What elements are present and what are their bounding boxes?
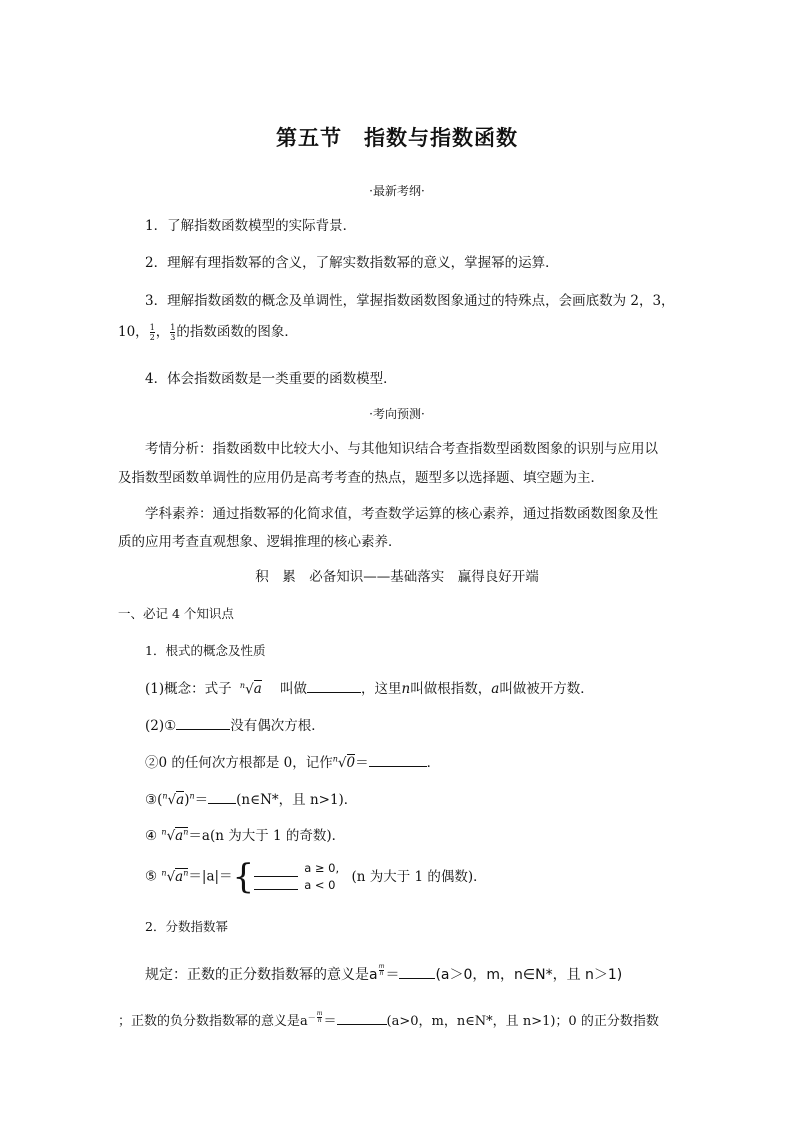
item3-close: ) [184,792,190,808]
radical-n-a-power: $^n$√a [162,791,185,808]
analysis-line-1: 考情分析：指数函数中比较大小、与其他知识结合考查指数型函数图象的识别与应用以 [145,441,658,457]
a-m-over-n: a $^{\frac{m}{n}}$ [369,963,385,983]
sub-heading-radical: 1．根式的概念及性质 [145,643,266,658]
radical-a-n: $^n√a^n$ [161,827,189,844]
item2-1-suffix: 没有偶次方根． [230,718,325,734]
blank-rule-2 [337,1012,387,1025]
blank-concept [307,680,361,693]
radical-n-a: $^n$√a [239,680,262,697]
piecewise-blanks [254,864,298,890]
cond-2: a < 0 [304,878,336,892]
rule-line-2: ；正数的负分数指数幂的意义是$a^{- \frac{m}{n}}$ ＝ (a>0，m，n∈N*，且 n>1)；0 的正分数指数 [118,1010,659,1029]
item3-suffix: 的指数函数的图象． [176,324,298,340]
left-brace: { [232,857,255,897]
sub-heading-fraction: 2．分数指数幂 [145,919,228,934]
rule2-prefix: ；正数的负分数指数幂的意义是 [118,1014,301,1029]
literacy-line-1: 学科素养：通过指数幂的化简求值，考查数学运算的核心素养，通过指数函数图象及性 [145,506,658,522]
item2-2-line [145,751,440,771]
cond-1: a ≥ 0, [304,861,340,875]
literacy-line-2: 质的应用考查直观想象、逻辑推理的核心素养． [118,534,402,550]
concept-prefix: (1)概念：式子 [145,681,232,697]
fraction-half: $\frac{1}{2}$ [149,323,155,342]
item2-1-line [145,714,325,734]
item3-prefix: 10， [118,324,149,340]
blank-item2-2 [369,754,427,767]
section-heading-forecast: ·考向预测· [369,407,425,421]
item3-line: $③(^n√a)^n=$ (n∈N*，且 n>1)． [145,791,358,808]
item3-eq: ＝ [194,792,209,808]
concept-line [145,677,594,697]
analysis-line-2: 及指数型函数单调性的应用仍是高考考查的热点，题型多以选择题、填空题为主． [118,470,604,486]
blank-item5-1 [254,864,298,877]
blank-item2-1 [176,717,230,730]
concept-suffix-1: ，这里 [361,681,402,697]
outline-item-3-line1: 3．理解指数函数的概念及单调性，掌握指数函数图象通过的特殊点，会画底数为 2，3， [145,293,675,309]
item5-prefix: ⑤ [145,868,158,885]
outline-item-2: 2．理解有理指数幂的含义，了解实数指数幂的意义，掌握幂的运算． [145,255,559,271]
item3-comma: ， [155,324,170,340]
item3-suffix: (n∈N*，且 n>1)． [236,792,358,808]
section-heading-outline: ·最新考纲· [369,184,425,198]
item4-suffix: ＝a(n 为大于 1 的奇数)． [188,828,346,844]
item2-1-prefix: (2)① [145,718,177,734]
banner: 积 累 必备知识——基础落实 赢得良好开端 [255,569,539,585]
a-neg-m-over-n: $a^{- \frac{m}{n}}$ [300,1010,323,1029]
concept-suffix-3: 叫做被开方数． [499,681,594,697]
outline-item-4: 4．体会指数函数是一类重要的函数模型． [145,371,397,387]
radical-a-n-even: $^n√a^n$ [161,868,189,885]
item5-suffix: (n 为大于 1 的偶数)． [351,868,487,885]
part1-heading: 一、必记 4 个知识点 [118,606,234,621]
outline-item-1: 1．了解指数函数模型的实际背景． [145,218,357,234]
item2-2-eq: ＝ [355,755,369,771]
outline-item-3-line2 [118,320,298,342]
item4-prefix: ④ [145,828,158,844]
radical-zero: $^n$√0 [332,754,356,771]
fraction-third: $\frac{1}{3}$ [170,323,176,342]
rule-line-1: 规定：正数的正分数指数幂的意义是a $^{\frac{m}{n}}$ ＝ (a＞0，m，n∈N*，且 n＞1) [145,963,623,983]
piecewise-conditions [304,860,339,894]
page-title: 第五节 指数与指数函数 [276,125,518,150]
concept-a: a [491,681,500,697]
blank-item3 [208,791,236,804]
concept-suffix-2: 叫做根指数， [410,681,492,697]
rule2-cond: (a>0，m，n∈N*，且 n>1)；0 的正分数指数 [386,1014,659,1029]
blank-rule-1 [399,966,435,979]
blank-item5-2 [254,877,298,890]
item5-mid: ＝|a|＝ [188,868,233,885]
concept-n: n [401,681,411,697]
item5-line [145,857,487,897]
item2-2-prefix: ②0 的任何次方根都是 0，记作 [145,755,333,771]
item2-2-end: ． [426,755,441,771]
rule-cond: (a＞0，m，n∈N*，且 n＞1) [435,967,623,983]
rule-prefix: 规定：正数的正分数指数幂的意义是 [145,967,369,983]
concept-mid: 叫做 [280,681,308,697]
item3-open: ③( [145,792,163,808]
item4-line [145,824,345,844]
